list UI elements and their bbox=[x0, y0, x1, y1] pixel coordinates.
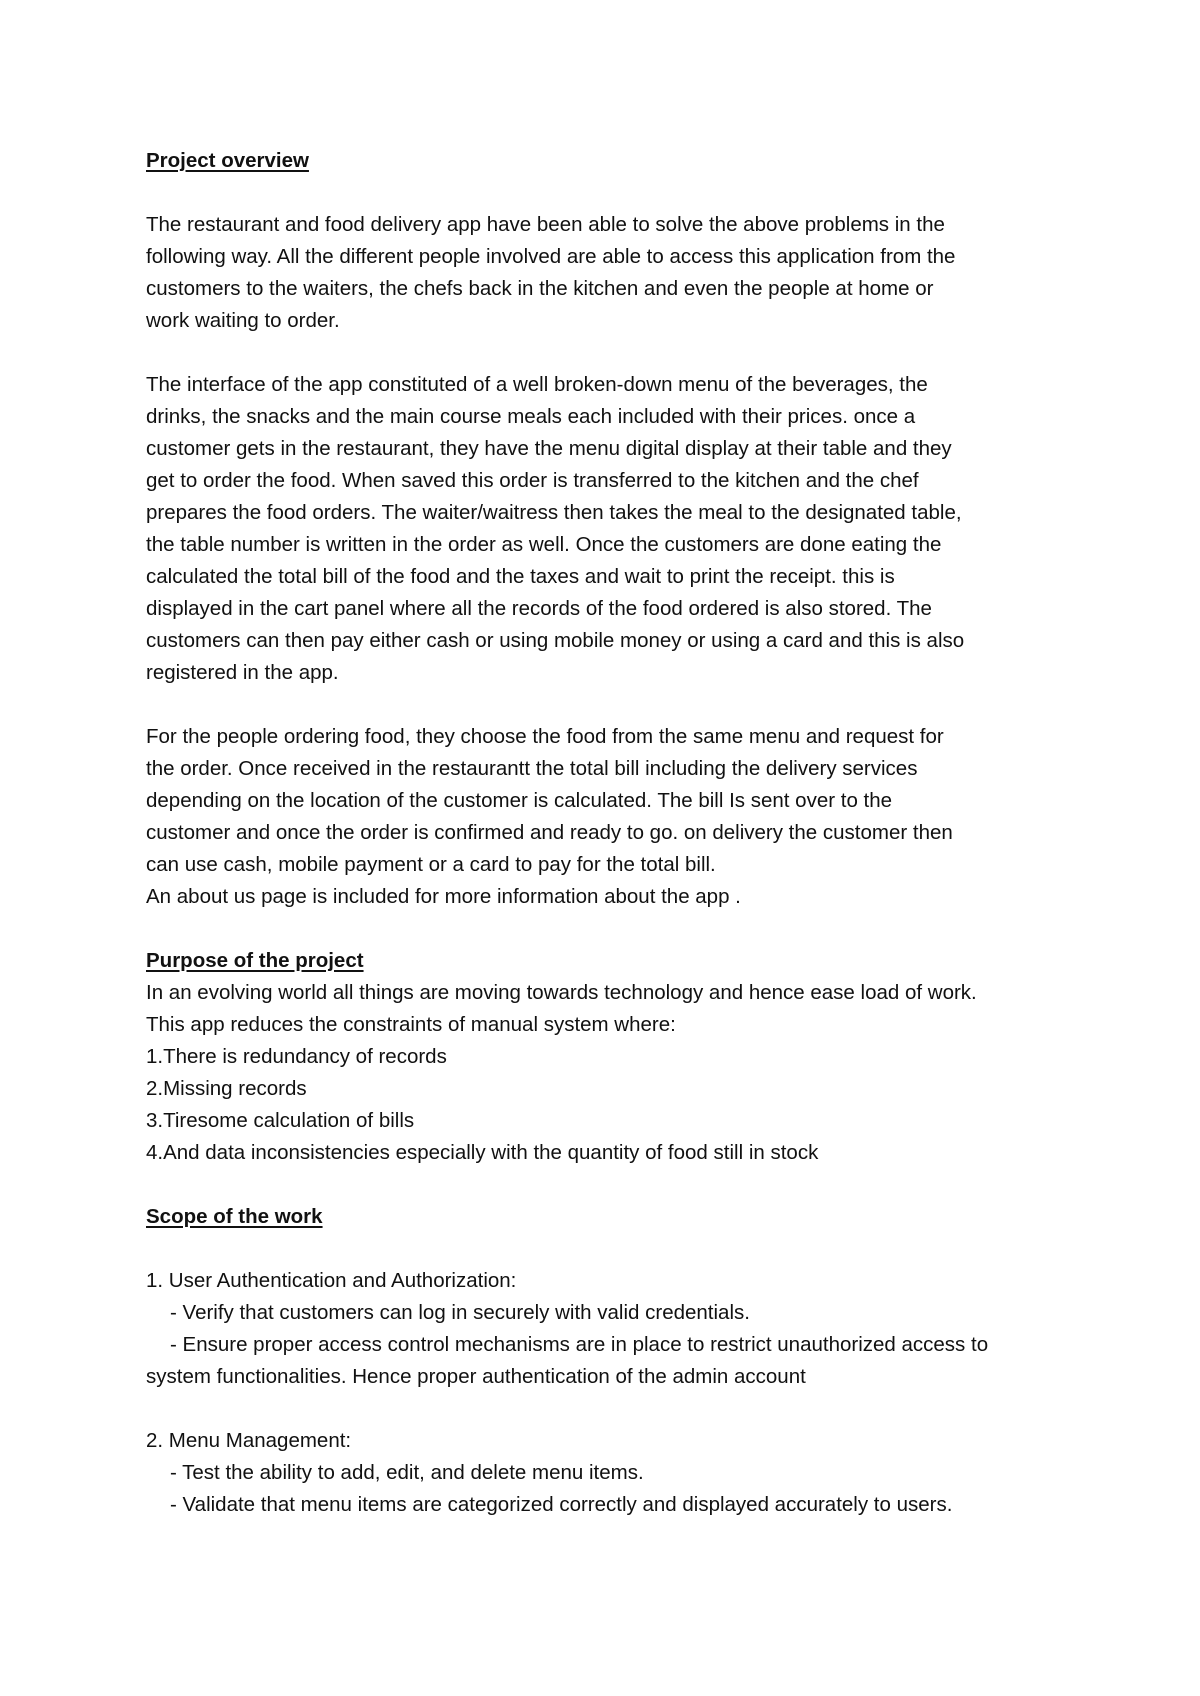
text-line: calculated the total bill of the food and the taxes and wait to print the receipt. this is bbox=[146, 565, 895, 588]
text-line: customers to the waiters, the chefs back in the kitchen and even the people at home or bbox=[146, 277, 934, 300]
text-line: the table number is written in the order as well. Once the customers are done eating the bbox=[146, 533, 942, 556]
overview-paragraph-3 bbox=[146, 721, 1086, 913]
text-line: depending on the location of the customer is calculated. The bill Is sent over to the bbox=[146, 789, 893, 812]
text-line: work waiting to order. bbox=[146, 309, 340, 332]
text-line: This app reduces the constraints of manual system where: bbox=[146, 1013, 676, 1036]
document-page bbox=[146, 145, 1086, 1521]
text-line: customers can then pay either cash or using mobile money or using a card and this is also bbox=[146, 629, 965, 652]
scope-heading: Scope of the work bbox=[146, 1205, 323, 1228]
list-item: 1.There is redundancy of records bbox=[146, 1045, 447, 1068]
text-line: For the people ordering food, they choose the food from the same menu and request for bbox=[146, 725, 944, 748]
overview-paragraph-2 bbox=[146, 369, 1086, 689]
text-line: can use cash, mobile payment or a card to pay for the total bill. bbox=[146, 853, 716, 876]
text-line: customer gets in the restaurant, they have the menu digital display at their table and they bbox=[146, 437, 952, 460]
scope-item-title: 1. User Authentication and Authorization: bbox=[146, 1269, 517, 1292]
scope-bullet-continuation: system functionalities. Hence proper authentication of the admin account bbox=[146, 1365, 806, 1388]
overview-paragraph-1 bbox=[146, 209, 1086, 337]
text-line: the order. Once received in the restaurantt the total bill including the delivery services bbox=[146, 757, 918, 780]
scope-item-title: 2. Menu Management: bbox=[146, 1429, 352, 1452]
list-item: 4.And data inconsistencies especially with the quantity of food still in stock bbox=[146, 1141, 819, 1164]
scope-item-menu-management bbox=[146, 1425, 1086, 1521]
scope-item-authentication bbox=[146, 1265, 1086, 1393]
text-line: customer and once the order is confirmed and ready to go. on delivery the customer then bbox=[146, 821, 953, 844]
text-line: An about us page is included for more information about the app . bbox=[146, 885, 741, 908]
text-line: In an evolving world all things are moving towards technology and hence ease load of work. bbox=[146, 981, 977, 1004]
text-line: The interface of the app constituted of a well broken-down menu of the beverages, the bbox=[146, 373, 928, 396]
scope-bullet: - Test the ability to add, edit, and delete menu items. bbox=[170, 1461, 644, 1484]
purpose-section bbox=[146, 977, 1086, 1169]
text-line: registered in the app. bbox=[146, 661, 339, 684]
purpose-heading: Purpose of the project bbox=[146, 949, 364, 972]
text-line: The restaurant and food delivery app have been able to solve the above problems in the bbox=[146, 213, 945, 236]
text-line: displayed in the cart panel where all the records of the food ordered is also stored. The bbox=[146, 597, 932, 620]
text-line: get to order the food. When saved this order is transferred to the kitchen and the chef bbox=[146, 469, 919, 492]
overview-heading: Project overview bbox=[146, 149, 309, 172]
list-item: 3.Tiresome calculation of bills bbox=[146, 1109, 415, 1132]
list-item: 2.Missing records bbox=[146, 1077, 307, 1100]
text-line: prepares the food orders. The waiter/waitress then takes the meal to the designated table, bbox=[146, 501, 962, 524]
scope-bullet: - Ensure proper access control mechanisms are in place to restrict unauthorized access to bbox=[170, 1333, 989, 1356]
scope-bullet: - Validate that menu items are categorized correctly and displayed accurately to users. bbox=[170, 1493, 953, 1516]
text-line: drinks, the snacks and the main course meals each included with their prices. once a bbox=[146, 405, 916, 428]
scope-bullet: - Verify that customers can log in securely with valid credentials. bbox=[170, 1301, 750, 1324]
text-line: following way. All the different people involved are able to access this application from the bbox=[146, 245, 956, 268]
